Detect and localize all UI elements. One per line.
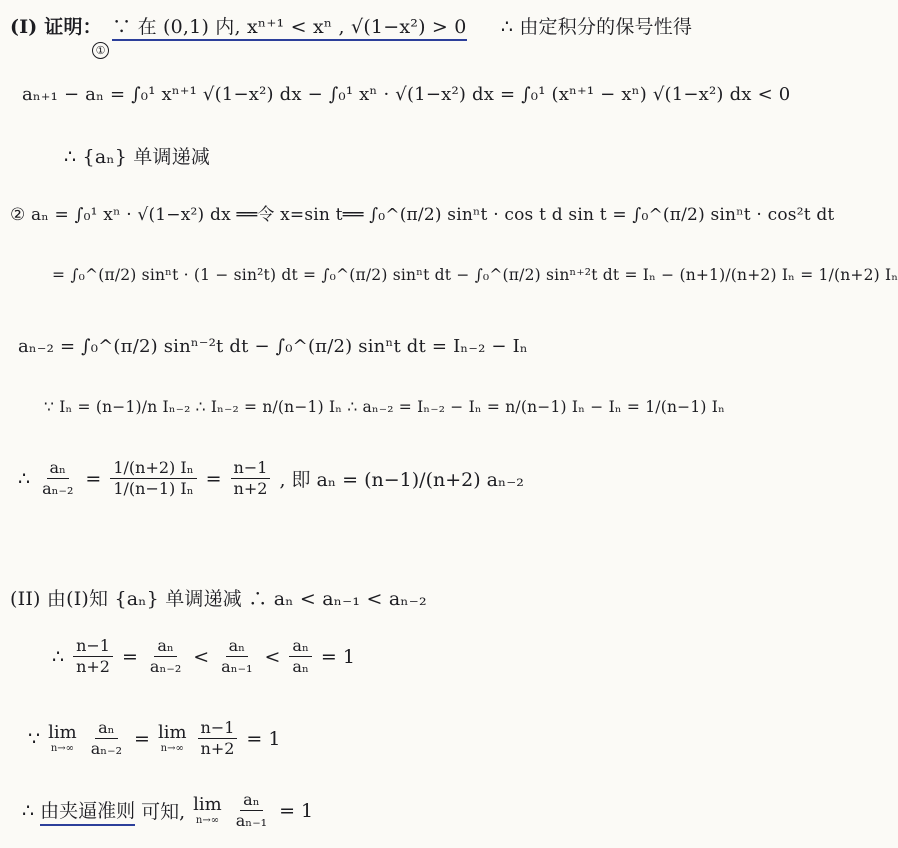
limit-line-2	[22, 790, 313, 831]
lim1-g-den: n+2	[200, 739, 235, 758]
ratio-i-den: 1/(n−1) Iₙ	[113, 479, 194, 498]
ratio-eq-2: =	[205, 467, 222, 490]
ratio-r-fraction	[231, 458, 271, 499]
lim1-op: =	[134, 727, 150, 750]
lim1-g-num: n−1	[198, 718, 238, 739]
lim1-f-num: aₙ	[95, 718, 117, 739]
ineq-f2-den: aₙ₋₂	[149, 657, 182, 676]
lim2-lead: ∴	[22, 799, 35, 822]
lim1-fraction	[88, 718, 125, 759]
part1-difference: aₙ₊₁ − aₙ = ∫₀¹ xⁿ⁺¹ √(1−x²) dx − ∫₀¹ xⁿ · √(1−x²) dx = ∫₀¹ (xⁿ⁺¹ − xⁿ) √(1−x²) dx < 0	[22, 84, 791, 105]
ineq-f3-num: aₙ	[226, 636, 248, 657]
part1-premise: ∵ 在 (0,1) 内, xⁿ⁺¹ < xⁿ , √(1−x²) > 0	[112, 16, 466, 41]
ratio-a-fraction	[39, 458, 76, 499]
part2-line-3: aₙ₋₂ = ∫₀^(π/2) sinⁿ⁻²t dt − ∫₀^(π/2) sinⁿt dt = Iₙ₋₂ − Iₙ	[18, 336, 528, 357]
part2-line-1: ② aₙ = ∫₀¹ xⁿ · √(1−x²) dx ══令 x=sin t══ ∫₀^(π/2) sinⁿt · cos t d sin t = ∫₀^(π/2) sinⁿt · cos²t dt	[10, 205, 835, 225]
ineq-op2: <	[193, 645, 210, 668]
squeeze-theorem: 由夹逼准则	[40, 796, 135, 826]
lim2-f-den: aₙ₋₁	[235, 811, 268, 830]
part1-header	[10, 12, 692, 39]
lim1-lead: ∵	[28, 727, 41, 750]
inequality-chain	[52, 636, 355, 677]
step-marker-1: ①	[92, 42, 109, 59]
lim1-operator	[48, 723, 77, 755]
ineq-f2	[147, 636, 184, 677]
ratio-a-num: aₙ	[47, 458, 69, 479]
lim2-f-num: aₙ	[240, 790, 262, 811]
part1-conclusion: ∴ 由定积分的保号性得	[500, 16, 693, 38]
ineq-op3: <	[264, 645, 281, 668]
ineq-op1: =	[121, 645, 138, 668]
ineq-f1-num: n−1	[73, 636, 113, 657]
ratio-equation	[18, 458, 524, 499]
limit-line-1	[28, 718, 280, 759]
lim1-g-fraction	[198, 718, 238, 759]
lim2-word: lim	[193, 793, 222, 815]
part3-header: (II) 由(I)知 {aₙ} 单调递减 ∴ aₙ < aₙ₋₁ < aₙ₋₂	[10, 588, 427, 610]
lim2-sub: n→∞	[195, 814, 220, 826]
lim1-word: lim	[48, 721, 77, 743]
ineq-f4	[289, 636, 311, 677]
ineq-f4-den: aₙ	[292, 657, 309, 676]
ratio-r-den: n+2	[233, 479, 268, 498]
lim1-word-2: lim	[157, 721, 187, 743]
ineq-f3-den: aₙ₋₁	[221, 657, 253, 676]
ineq-f4-num: aₙ	[289, 636, 311, 657]
part1-label: (I) 证明：	[10, 16, 102, 38]
ineq-f1	[73, 636, 113, 677]
lim2-operator	[193, 795, 222, 827]
lim2-mid: 可知,	[141, 801, 186, 823]
lim1-f-den: aₙ₋₂	[90, 739, 123, 758]
ineq-f3	[218, 636, 255, 677]
part1-monotone: ∴ {aₙ} 单调递减	[64, 146, 211, 168]
lim1-sub: n→∞	[50, 742, 74, 754]
ratio-lead: ∴	[18, 467, 31, 490]
ratio-i-fraction	[110, 458, 196, 499]
lim1-operator-2	[158, 723, 187, 755]
ratio-a-den: aₙ₋₂	[42, 479, 74, 498]
lim2-fraction	[233, 790, 270, 831]
part2-line-2: = ∫₀^(π/2) sinⁿt · (1 − sin²t) dt = ∫₀^(π/2) sinⁿt dt − ∫₀^(π/2) sinⁿ⁺²t dt = Iₙ − (n+1)/(n+2) Iₙ = 1/(n+2) Iₙ	[52, 266, 898, 284]
ratio-i-num: 1/(n+2) Iₙ	[110, 458, 196, 479]
lim1-tail: = 1	[246, 727, 281, 750]
ratio-tail: , 即 aₙ = (n−1)/(n+2) aₙ₋₂	[279, 469, 524, 491]
part2-line-4: ∵ Iₙ = (n−1)/n Iₙ₋₂ ∴ Iₙ₋₂ = n/(n−1) Iₙ ∴ aₙ₋₂ = Iₙ₋₂ − Iₙ = n/(n−1) Iₙ − Iₙ = 1/(n−1) Iₙ	[44, 398, 725, 416]
ineq-lead: ∴	[52, 645, 65, 668]
ineq-f2-num: aₙ	[154, 636, 176, 657]
ineq-f1-den: n+2	[76, 657, 110, 676]
ratio-eq-1: =	[85, 467, 102, 490]
lim1-sub-2: n→∞	[160, 742, 184, 754]
lim2-tail: = 1	[279, 799, 314, 822]
ineq-tail: = 1	[320, 645, 355, 668]
ratio-r-num: n−1	[231, 458, 271, 479]
